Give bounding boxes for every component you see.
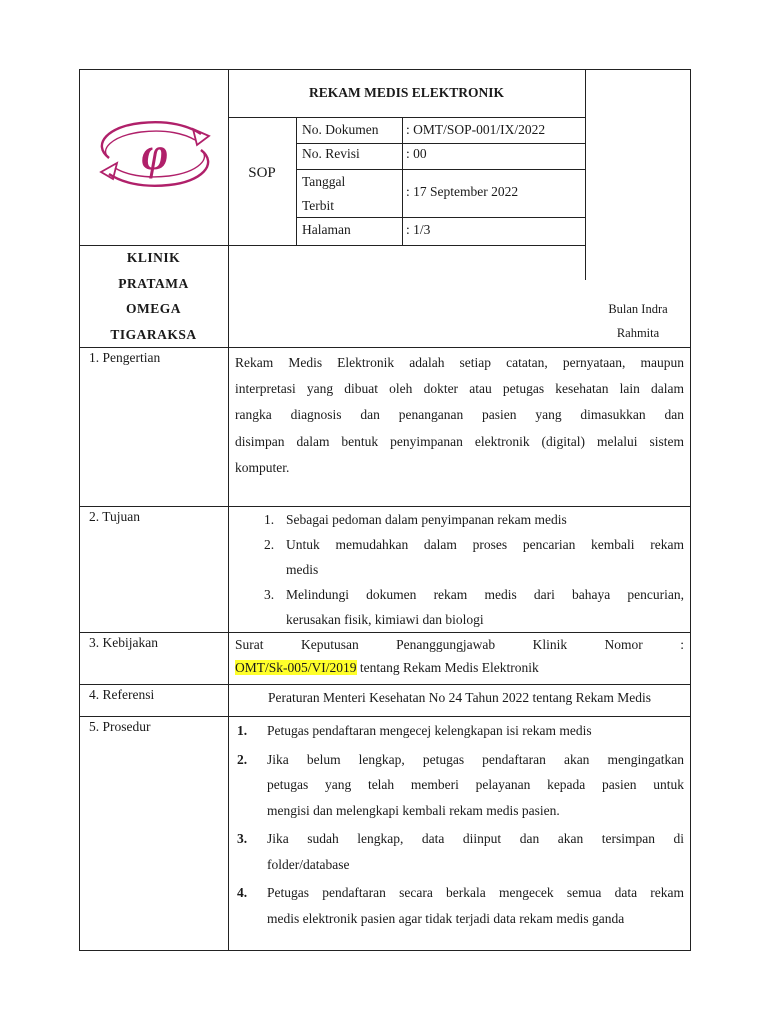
section-label-referensi: 4. Referensi (89, 687, 155, 702)
meta-value-no-dokumen: : OMT/SOP-001/IX/2022 (406, 122, 546, 137)
meta-label-no-revisi: No. Revisi (302, 146, 360, 161)
meta-value-no-revisi: : 00 (406, 146, 427, 161)
table-border-top (79, 69, 691, 70)
clinic-name-line: OMEGA (126, 301, 181, 316)
list-line: Untuk memudahkan dalam proses pencarian kembali rekam (286, 537, 684, 552)
list-line: Jika sudah lengkap, data diinput dan akan tersimpan di (267, 831, 684, 846)
meta-label-no-dokumen: No. Dokumen (302, 122, 379, 137)
prosedur-list (229, 718, 684, 931)
signatory-name (585, 297, 691, 345)
decree-number-highlight: OMT/Sk-005/VI/2019 (235, 660, 357, 675)
meta-label-tanggal-terbit (302, 170, 345, 218)
list-line: Petugas pendaftaran secara berkala mengecek semua data rekam (267, 885, 684, 900)
kebijakan-line-2 (235, 656, 684, 679)
clinic-name-line: KLINIK (126, 250, 181, 265)
document-title: REKAM MEDIS ELEKTRONIK (308, 85, 505, 100)
list-line: Petugas pendaftaran mengecej kelengkapan isi rekam medis (267, 723, 592, 738)
list-item (229, 880, 684, 931)
table-border-right (690, 69, 691, 951)
signatory-line: Bulan Indra (608, 302, 668, 316)
signatory-line: Rahmita (616, 326, 660, 340)
list-line: Sebagai pedoman dalam penyimpanan rekam medis (286, 512, 567, 527)
pengertian-line: komputer. (235, 459, 290, 475)
section-body-pengertian (235, 350, 684, 481)
list-line: medis (286, 562, 319, 577)
pengertian-line: rangka diagnosis dan penanganan pasien yang dimasukkan dan (235, 407, 684, 423)
kebijakan-line-2-rest: tentang Rekam Medis Elektronik (356, 660, 539, 675)
section-label-prosedur: 5. Prosedur (89, 719, 151, 734)
column-divider-meta (402, 117, 403, 245)
list-line: mengisi dan melengkapi kembali rekam medis pasien. (267, 802, 560, 818)
section-label-pengertian: 1. Pengertian (89, 350, 161, 365)
list-number: 4. (237, 885, 248, 900)
column-divider-right (585, 69, 586, 280)
meta-label-terbit: Terbit (302, 198, 335, 213)
list-number: 3. (264, 587, 275, 602)
column-divider-sop (296, 117, 297, 245)
clinic-logo (89, 114, 221, 194)
list-number: 2. (237, 751, 248, 767)
meta-value-tanggal-terbit: : 17 September 2022 (406, 184, 519, 199)
section-body-kebijakan (235, 633, 684, 679)
list-item (229, 718, 684, 744)
sop-document (79, 69, 691, 951)
list-number: 1. (237, 723, 248, 738)
list-item (229, 826, 684, 877)
list-number: 1. (264, 512, 275, 527)
section-label-kebijakan: 3. Kebijakan (89, 635, 158, 650)
list-item (229, 747, 684, 824)
pengertian-line: interpretasi yang dibuat oleh dokter atau petugas kesehatan lain dalam (235, 381, 684, 397)
list-item (256, 582, 684, 632)
clinic-name (79, 245, 228, 347)
section-label-tujuan: 2. Tujuan (89, 509, 141, 524)
phi-logo-icon (89, 114, 221, 194)
svg-text:φ: φ (141, 128, 169, 179)
table-border-bottom (79, 950, 691, 951)
row-divider-pengertian (79, 347, 691, 348)
clinic-name-line: PRATAMA (118, 275, 189, 291)
list-line: kerusakan fisik, kimiawi dan biologi (286, 612, 484, 627)
pengertian-line: Rekam Medis Elektronik adalah setiap catatan, pernyataan, maupun (235, 355, 684, 370)
list-line: medis elektronik pasien agar tidak terjadi data rekam medis ganda (267, 910, 625, 926)
list-number: 3. (237, 831, 248, 846)
meta-label-halaman: Halaman (302, 222, 351, 237)
row-divider-referensi (79, 684, 691, 685)
pengertian-line: disimpan dalam bentuk penyimpanan elektronik (digital) melalui sistem (235, 433, 684, 449)
tujuan-list (256, 507, 684, 632)
section-body-tujuan (256, 507, 684, 632)
kebijakan-line-1: Surat Keputusan Penanggungjawab Klinik Nomor : (235, 637, 684, 652)
meta-value-halaman: : 1/3 (406, 222, 431, 237)
row-divider-prosedur (79, 716, 691, 717)
list-number: 2. (264, 537, 275, 552)
meta-label-tanggal: Tanggal (302, 174, 346, 189)
section-body-prosedur (229, 718, 684, 931)
list-line: folder/database (267, 856, 350, 872)
list-item (256, 532, 684, 582)
list-line: petugas yang telah memberi pelayanan kepada pasien untuk (267, 777, 684, 792)
list-line: Melindungi dokumen rekam medis dari bahaya pencurian, (286, 587, 684, 602)
sop-label: SOP (248, 165, 276, 181)
list-line: Jika belum lengkap, petugas pendaftaran akan mengingatkan (267, 751, 684, 767)
list-item (256, 507, 684, 532)
row-divider-title (228, 117, 585, 118)
section-body-referensi: Peraturan Menteri Kesehatan No 24 Tahun 2022 tentang Rekam Medis (267, 690, 652, 705)
table-border-left (79, 69, 80, 951)
clinic-name-line: TIGARAKSA (110, 326, 197, 342)
